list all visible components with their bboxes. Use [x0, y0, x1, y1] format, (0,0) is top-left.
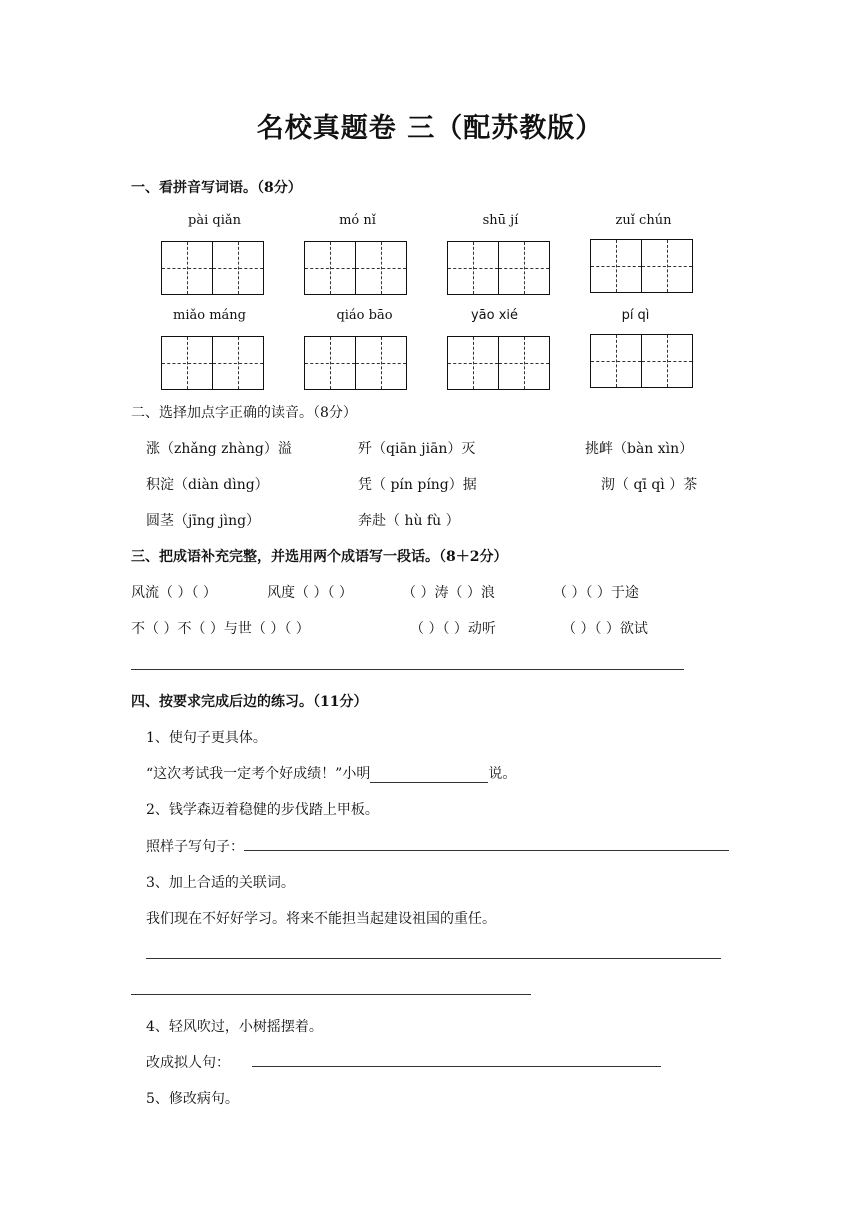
idiom-blank[interactable]: （ ）（ ）动听: [410, 621, 496, 637]
section4-heading: 四、按要求完成后边的练习。（11分）: [131, 694, 368, 710]
section1-heading: 一、看拼音写词语。（8分）: [131, 180, 302, 196]
writing-grid[interactable]: [161, 241, 264, 295]
question-prompt: 改成拟人句：: [146, 1055, 230, 1071]
writing-grid[interactable]: [304, 336, 407, 390]
idiom-blank[interactable]: （ ）（ ）于途: [553, 585, 639, 601]
pronunciation-item: 奔赴（ hù fù ）: [358, 513, 460, 529]
idiom-blank[interactable]: （ ）涛（ ）浪: [402, 585, 495, 601]
idiom-blank[interactable]: 不（ ）不（ ）与世（ ）（ ）: [131, 621, 310, 637]
section2-heading: 二、选择加点字正确的读音。（8分）: [131, 405, 357, 421]
page-title: 名校真题卷 三（配苏教版）: [256, 113, 604, 144]
question-label: 5、修改病句。: [146, 1091, 239, 1107]
question-sentence: 我们现在不好好学习。将来不能担当起建设祖国的重任。: [146, 911, 496, 927]
fill-blank[interactable]: [370, 768, 488, 783]
pronunciation-item: 歼（qiān jiān）灭: [358, 441, 476, 457]
answer-line[interactable]: [244, 850, 729, 851]
pinyin-label: shū jí: [482, 213, 519, 228]
answer-line[interactable]: [252, 1066, 661, 1067]
question-label: 1、使句子更具体。: [146, 730, 267, 746]
question-prompt: 照样子写句子：: [146, 839, 244, 855]
writing-grid[interactable]: [161, 336, 264, 390]
question-label: 4、轻风吹过，小树摇摆着。: [146, 1019, 323, 1035]
idiom-blank[interactable]: （ ）（ ）欲试: [562, 621, 648, 637]
pronunciation-item: 积淀（diàn dìng）: [146, 477, 269, 493]
section3-heading: 三、把成语补充完整，并选用两个成语写一段话。（8＋2分）: [131, 549, 508, 565]
pinyin-label: yāo xié: [470, 308, 519, 323]
answer-line[interactable]: [146, 958, 721, 959]
idiom-blank[interactable]: 风度（ ）（ ）: [267, 585, 353, 601]
pronunciation-item: 凭（ pín píng）据: [358, 477, 477, 493]
writing-grid[interactable]: [447, 241, 550, 295]
writing-grid[interactable]: [304, 241, 407, 295]
question-label: 3、加上合适的关联词。: [146, 875, 295, 891]
pinyin-label: mó nǐ: [339, 213, 376, 228]
question-label: 2、钱学森迈着稳健的步伐踏上甲板。: [146, 802, 379, 818]
pinyin-label: qiáo bāo: [336, 308, 393, 323]
writing-grid[interactable]: [590, 239, 693, 293]
pronunciation-item: 挑衅（bàn xìn）: [585, 441, 694, 457]
writing-grid[interactable]: [590, 334, 693, 388]
idiom-blank[interactable]: 风流（ ）（ ）: [131, 585, 217, 601]
pinyin-label: miǎo máng: [173, 308, 246, 323]
writing-grid[interactable]: [447, 336, 550, 390]
pinyin-label: pí qì: [621, 308, 650, 323]
pinyin-label: pài qiǎn: [188, 213, 241, 228]
question-sentence: [146, 763, 516, 783]
pronunciation-item: 圆茎（jīng jìng）: [146, 513, 261, 529]
answer-line[interactable]: [131, 669, 684, 670]
answer-line[interactable]: [131, 994, 531, 995]
pronunciation-item: 沏（ qī qì ）茶: [601, 477, 698, 493]
sentence-before: “这次考试我一定考个好成绩！”小明: [146, 766, 371, 782]
sentence-after: 说。: [488, 766, 517, 782]
pinyin-label: zuǐ chún: [615, 213, 672, 228]
pronunciation-item: 涨（zhǎng zhàng）溢: [146, 441, 292, 457]
